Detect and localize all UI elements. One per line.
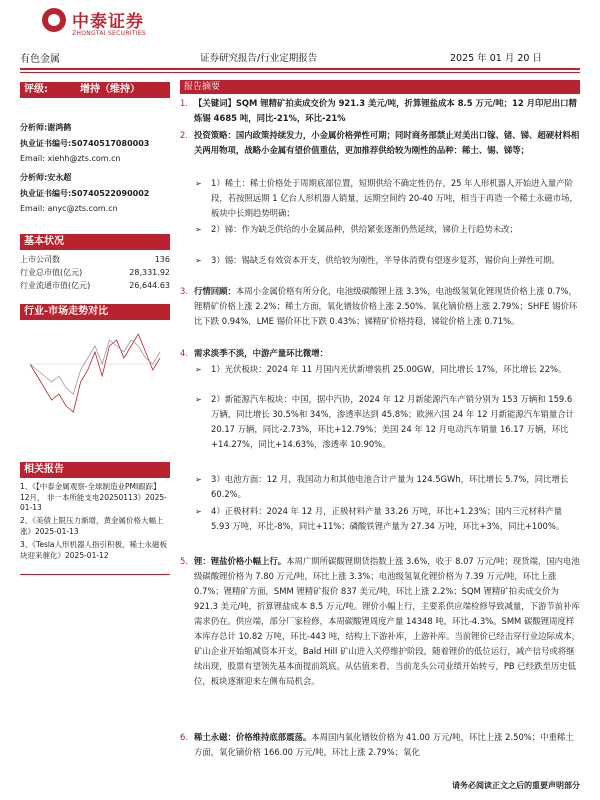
analyst-2-email[interactable]: anyc@zts.com.cn (47, 204, 118, 213)
header-divider (20, 68, 580, 70)
trend-chart (20, 318, 170, 428)
basic-row (20, 254, 170, 265)
basic-row (20, 280, 170, 291)
analyst-1-email-row (20, 154, 121, 163)
paragraph-number: 3. (180, 286, 188, 296)
rating-value: 增持（维持） (80, 84, 140, 95)
basic-row (20, 267, 170, 278)
arrow-bullet-icon: ➢ (195, 395, 202, 404)
related-reports-header: 相关报告 (20, 462, 170, 478)
paragraph-number: 1. (180, 98, 188, 108)
paragraph-2 (180, 128, 580, 158)
demand-sub-text: 3）电池方面：12 月，我国动力和其他电池合计产量为 124.5GWh，环比增长 5.7%，同比增长 60.2%。 (211, 474, 569, 499)
analyst-2-cert-row (20, 188, 149, 199)
paragraph-6-bold: 稀土永磁：价格维持底部震荡。 (194, 732, 312, 742)
related-divider (20, 574, 170, 575)
demand-sub-2 (195, 392, 580, 452)
chart-series-line-市场 (30, 340, 160, 394)
report-type: 证券研究报告/行业定期报告 (200, 53, 318, 64)
related-report-item[interactable]: 3、《Tesla人形机器人指引积极，稀土永磁板块迎来催化》2025-01-12 (20, 540, 168, 560)
strategy-sub-text: 3）锡：锡缺乏有效资本开支，供给较为刚性，半导体消费有望逐步复苏，锡价向上弹性可期。 (211, 255, 560, 265)
analyst-2-cert-label: 执业证书编号: (20, 189, 72, 198)
analyst-1-cert-row (20, 138, 149, 149)
basic-value: 28,331.92 (129, 268, 170, 277)
arrow-bullet-icon: ➢ (195, 507, 202, 516)
analyst-2-name: 安永超 (47, 173, 72, 182)
logo-mark-icon (42, 8, 66, 32)
trend-header: 行业-市场走势对比 (20, 304, 170, 320)
paragraph-6 (180, 730, 580, 760)
demand-sub-text: 1）光伏板块：2024 年 11 月国内光伏新增装机 25.00GW，同比增长 17%，环比增长 22%。 (211, 364, 567, 374)
basic-key: 上市公司数 (20, 255, 60, 264)
basic-key: 行业流通市值(亿元) (20, 281, 91, 290)
rating-label: 评级: (24, 84, 48, 95)
analyst-2-name-label: 分析师: (20, 173, 48, 182)
strategy-sub-text: 2）锑：作为缺乏供给的小金属品种，供给紧张逐渐仍然延续，锑价上行趋势未改； (211, 224, 518, 234)
header-divider-thin (20, 72, 580, 73)
paragraph-5-bold: 锂：锂盐价格小幅上行。 (194, 556, 287, 566)
rating-bar (20, 82, 170, 98)
arrow-bullet-icon: ➢ (195, 256, 202, 265)
analyst-1-email-label: Email: (20, 154, 45, 163)
analyst-1-cert: S0740517080003 (71, 139, 150, 148)
paragraph-6-text: 本周国内氧化镨钕价格为 41.00 万元/吨，环比上涨 2.50%；中重稀土方面，氧化镝价格 166.00 万元/吨，环比上涨 2.79%；氧化 (194, 732, 574, 757)
basic-value: 26,644.63 (129, 281, 170, 290)
industry-label: 有色金属 (20, 54, 60, 65)
strategy-sub-text: 1）稀土：稀土价格处于周期底部位置，短期供给不确定性仍存，25 年人形机器人开始进入量产阶段，若按照远期 1 亿台人形机器人销量，远期空间约 20-40 万吨，相当于再造一个稀土永磁市场，板块中长期趋势明确； (211, 178, 578, 218)
related-report-item[interactable]: 1、《【中泰金属观察-全球制造业PMI跟踪】12月， 非一本所能支电20250113》2025-01-13 (20, 482, 167, 512)
analyst-2-name-row (20, 172, 71, 183)
paragraph-5 (180, 554, 580, 689)
company-logo (42, 6, 162, 46)
basic-key: 行业总市值(亿元) (20, 268, 83, 277)
analyst-2-cert: S0740522090002 (71, 189, 150, 198)
analyst-2-email-row (20, 204, 118, 213)
paragraph-number: 4. (180, 348, 188, 358)
report-date: 2025 年 01 月 20 日 (450, 53, 542, 64)
summary-header: 报告摘要 (180, 80, 580, 94)
paragraph-4-bold: 需求淡季不淡，中游产量环比微增： (194, 348, 328, 358)
paragraph-3-bold: 行情回顾： (194, 286, 236, 296)
analyst-2-email-label: Email: (20, 204, 45, 213)
arrow-bullet-icon: ➢ (195, 365, 202, 374)
basic-value: 136 (154, 255, 170, 264)
demand-sub-text: 2）新能源汽车板块：中国，据中汽协，2024 年 12 月新能源汽车产销分别为 153 万辆和 159.6 万辆，同比增长 30.5%和 34%，渗透率达到 45.8%；欧洲六国 24 年 12 月新能源汽车销量合计 20.17 万辆，同比-2.73%，环比+12.79%；美国 24 年 12 月电动汽车销量 16.17 万辆，环比+14.27%，同比+14.63%，渗透率 10.90%。 (211, 394, 575, 449)
paragraph-1-text: 【关键词】SQM 锂精矿拍卖成交价为 921.3 美元/吨，折算锂盐成本 8.5 万元/吨；12 月印尼出口精炼锡 4685 吨，同比-21%，环比-21% (194, 98, 577, 123)
paragraph-number: 5. (180, 556, 188, 566)
disclaimer-footer: 请务必阅读正文之后的重要声明部分 (452, 781, 580, 790)
analyst-1-name: 谢鸿鹤 (47, 123, 72, 132)
related-report-item[interactable]: 2、《美债上限压力渐增，黄金属价格大幅上涨》2025-01-13 (20, 516, 164, 536)
strategy-sub-3 (195, 253, 580, 268)
demand-sub-4 (195, 504, 580, 534)
analyst-1-email[interactable]: xiehh@zts.com.cn (47, 154, 121, 163)
analyst-1-name-row (20, 122, 71, 133)
strategy-sub-2 (195, 222, 580, 237)
paragraph-number: 6. (180, 732, 188, 742)
demand-sub-text: 4）正极材料：2024 年 12 月，正极材料产量 33.26 万吨，环比+1.23%；国内三元材料产量 5.93 万吨，环比-8%，同比+11%；磷酸铁锂产量为 27.34 万吨，环比+3%，同比+100%。 (211, 506, 565, 531)
paragraph-2-bold: 投资策略：国内政策持续发力，小金属价格弹性可期；同时商务部禁止对美出口镓、锗、锑、超硬材料相关两用物项，战略小金属有望价值重估，更加推荐供给较为刚性的品种：稀土、锡、锑等； (194, 130, 580, 155)
paragraph-1 (180, 96, 580, 126)
basic-info-header: 基本状况 (20, 234, 170, 250)
paragraph-4 (180, 346, 580, 361)
paragraph-5-text: 本周广期所碳酸锂期货指数上涨 3.6%，收于 8.07 万元/吨；现货端，国内电池级碳酸锂价格为 7.80 万元/吨，环比上涨 3.3%；电池级氢氧化锂价格为 7.39 万元/吨，环比上涨 0.7%；锂精矿方面，SMM 锂精矿报价 837 美元/吨，环比上涨 2.2%；SQM 锂精矿拍卖成交价为 921.3 美元/吨，折算锂盐成本 8.5 万元/吨。锂价小幅上行，主要系供应端检修导致减量，下游节前补库需求仍在。供应端，部分厂家检修，本周碳酸锂周度产量 14348 吨，环比-4.3%。SMM 碳酸锂周度样本库存总计 10.82 万吨，环比-443 吨，结构上下游补库，上游补库。当前锂价已经击穿行业边际成本，矿山企业开始缩减资本开支，Bald Hill 矿山进入关停维护阶段，随着锂价的低位运行，减产信号或将继续出现，股票有望领先基本面提前筑底。从估值来看，当前龙头公司业绩开始转亏，PB 已经跌至历史低位，板块逐渐迎来左侧布局机会。 (194, 556, 580, 686)
analyst-1-cert-label: 执业证书编号: (20, 139, 72, 148)
demand-sub-3 (195, 472, 580, 502)
arrow-bullet-icon: ➢ (195, 475, 202, 484)
paragraph-3-text: 本周小金属价格有所分化，电池级碳酸锂上涨 3.3%，电池级氢氧化锂现货价格上涨 0.7%，锂精矿价格上涨 2.2%；稀土方面，氧化镨钕价格上涨 2.50%、氧化镝价格上涨 2.79%；SHFE 锡价环比下跌 0.94%，LME 锡价环比下跌 0.43%；锑精矿价格持稳，锑锭价格上涨 0.71%。 (194, 286, 578, 326)
arrow-bullet-icon: ➢ (195, 179, 202, 188)
analyst-1-name-label: 分析师: (20, 123, 48, 132)
demand-sub-1 (195, 362, 580, 377)
logo-subtext: ZHONGTAI SECURITIES (72, 30, 147, 37)
paragraph-3 (180, 284, 580, 329)
arrow-bullet-icon: ➢ (195, 225, 202, 234)
logo-text: 中泰证券 (72, 12, 144, 32)
strategy-sub-1 (195, 176, 580, 221)
paragraph-number: 2. (180, 130, 188, 140)
